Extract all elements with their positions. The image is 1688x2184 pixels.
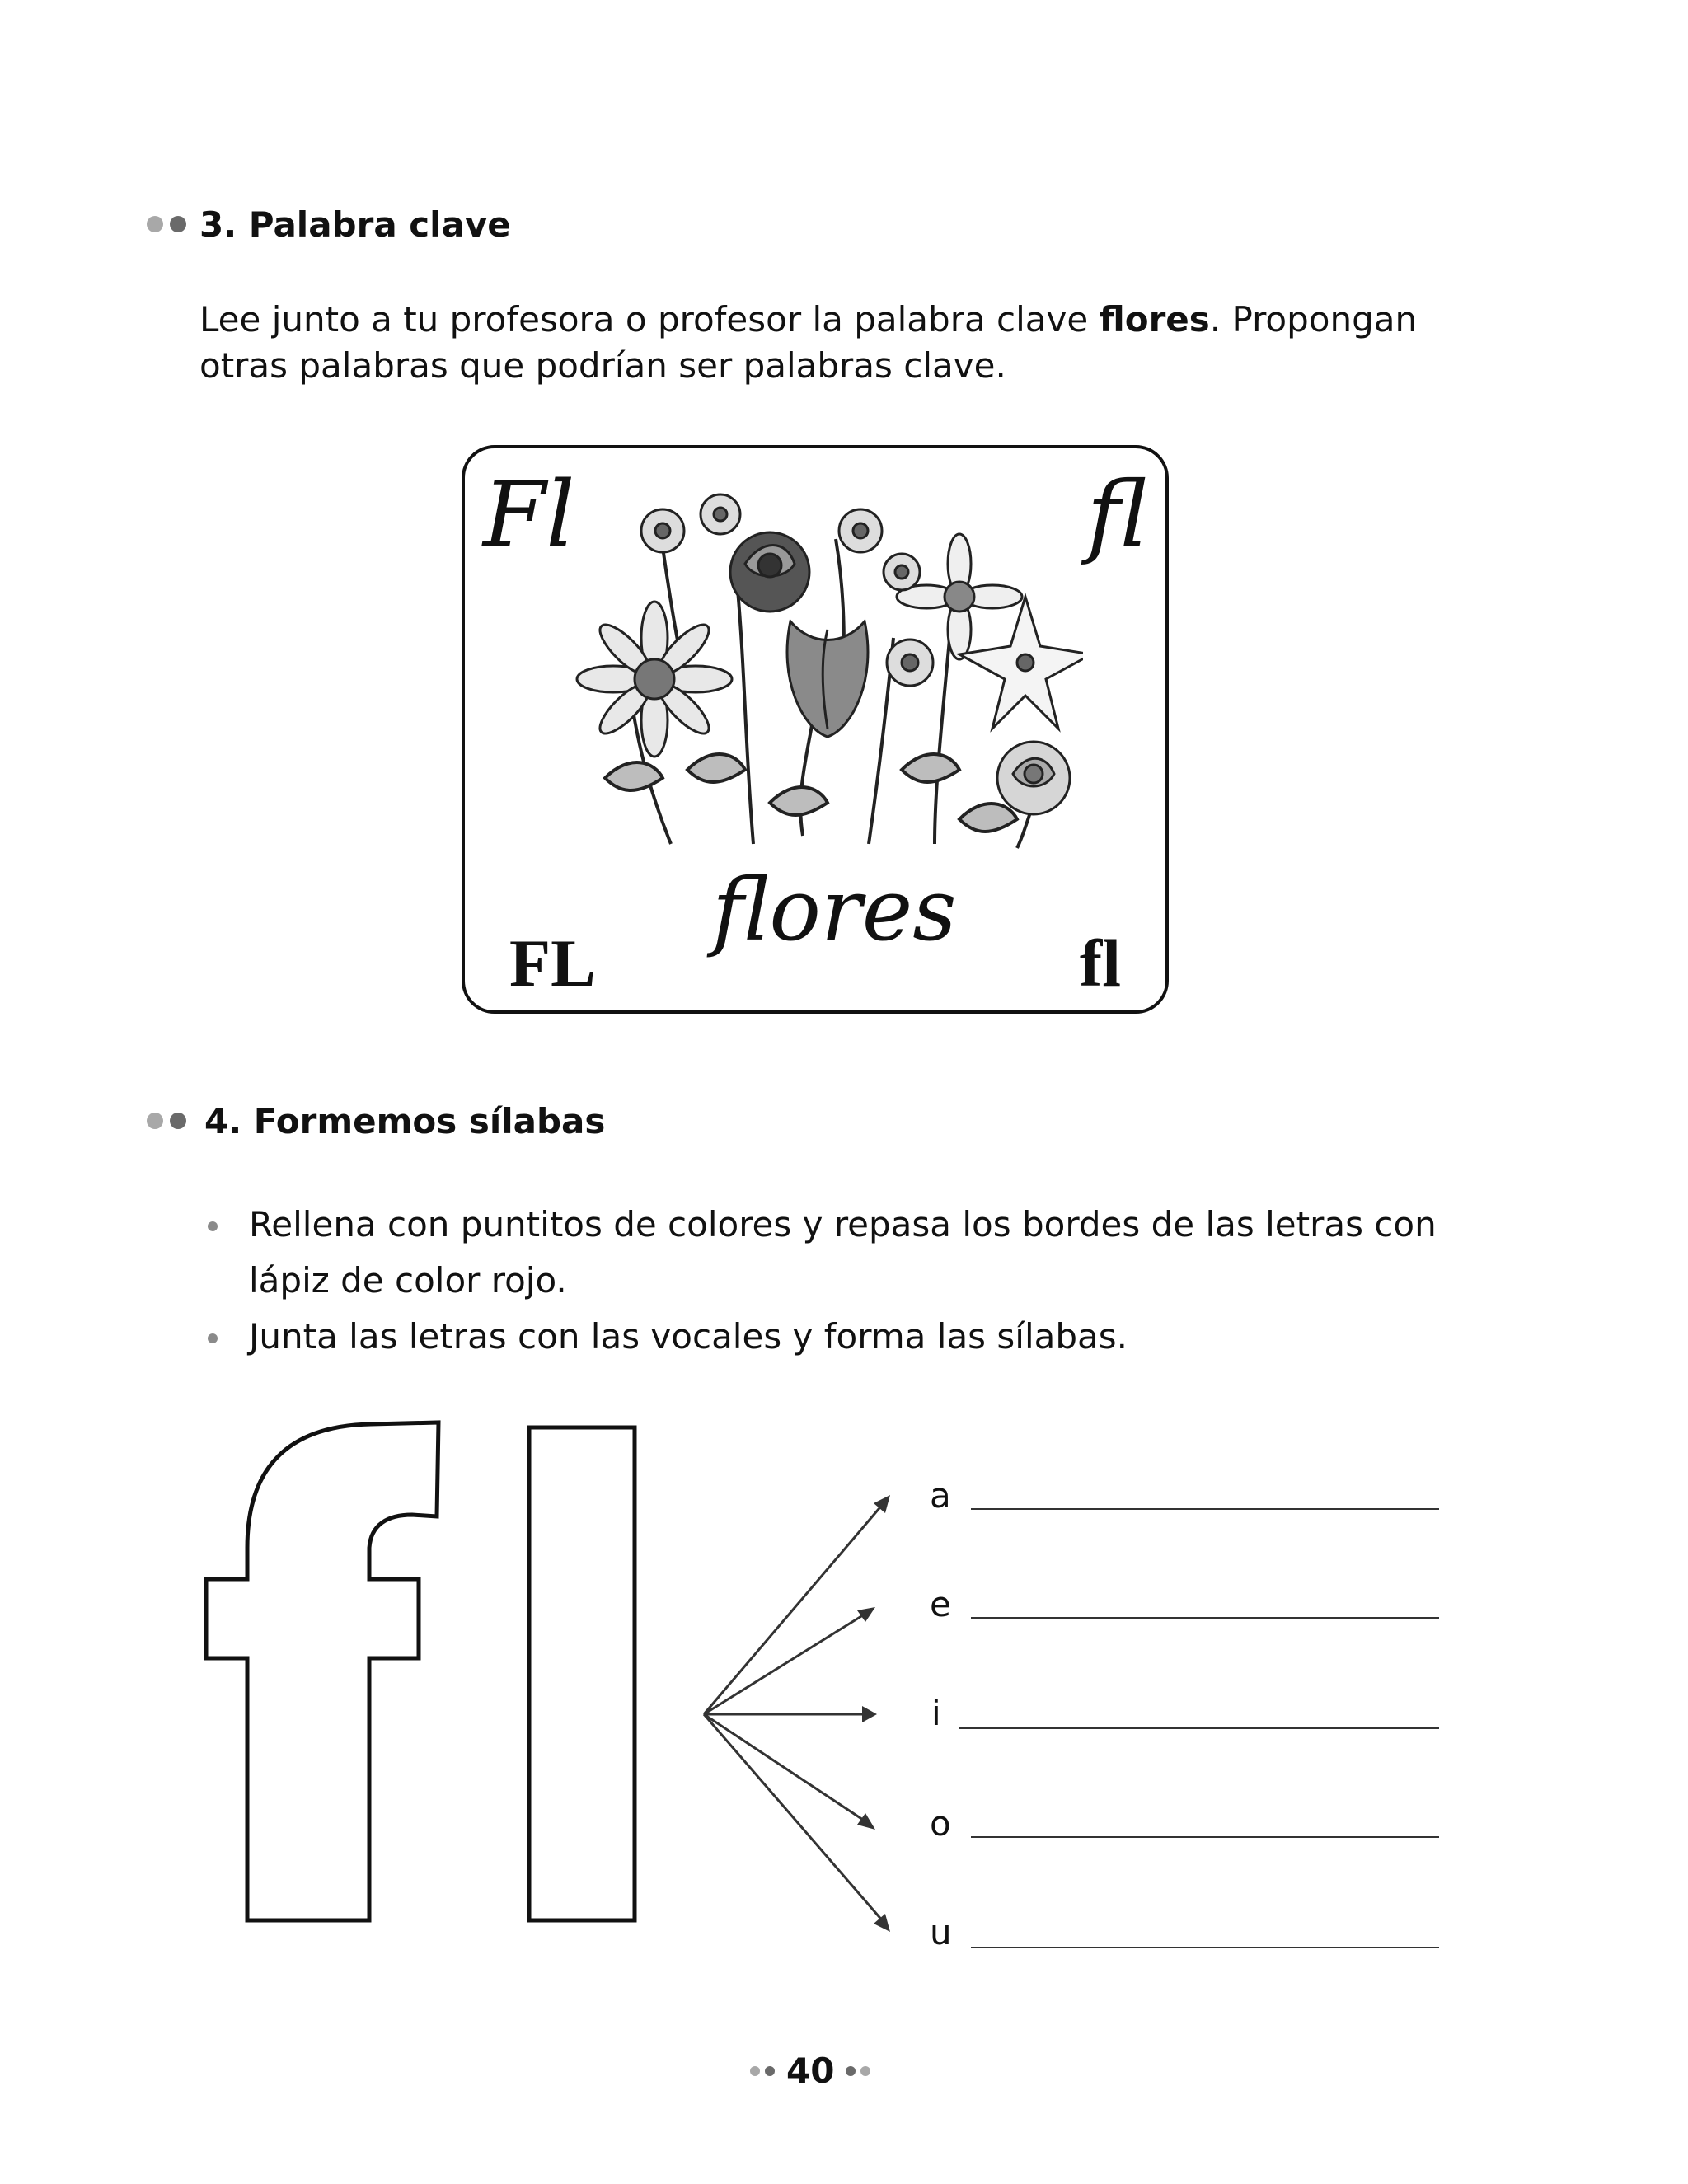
arrowhead <box>857 1607 875 1622</box>
vowel-e: e <box>930 1584 951 1624</box>
cursive-word: flores <box>712 860 957 960</box>
arrowhead <box>862 1706 877 1722</box>
answer-line[interactable] <box>971 1947 1439 1948</box>
answer-line[interactable] <box>959 1727 1439 1729</box>
bullet-dot <box>147 1113 163 1129</box>
arrows-fan <box>692 1483 907 1945</box>
keyword-card <box>462 445 1169 1014</box>
footer-dot <box>765 2066 775 2076</box>
cursive-lower: fl <box>1086 462 1147 567</box>
answer-line[interactable] <box>971 1617 1439 1619</box>
page-number-footer <box>750 2050 870 2092</box>
list-item <box>199 1197 1469 1309</box>
vowel-a: a <box>930 1475 951 1516</box>
page-number: 40 <box>786 2050 835 2091</box>
bullet-dot <box>147 216 163 232</box>
arrowhead <box>857 1813 875 1830</box>
paragraph-text: . Propongan otras palabras que podrían ser palabras clave. <box>199 299 1418 386</box>
keyword: flores <box>1099 299 1210 340</box>
footer-dot <box>860 2066 870 2076</box>
bullet-dot <box>170 1113 186 1129</box>
paragraph-text: Lee junto a tu profesora o profesor la palabra clave <box>199 299 1100 340</box>
footer-dots-right <box>846 2066 870 2076</box>
outlined-letters-fl <box>190 1418 659 1945</box>
list-bullet <box>208 1221 218 1231</box>
section3-paragraph <box>199 297 1452 389</box>
arrowhead <box>874 1914 890 1932</box>
footer-dots-left <box>750 2066 775 2076</box>
instructions-list <box>199 1197 1469 1365</box>
letter-l-outline <box>529 1427 635 1920</box>
footer-dot <box>750 2066 760 2076</box>
section3-bullets <box>147 216 186 232</box>
list-item <box>199 1309 1469 1365</box>
vowel-u: u <box>930 1912 952 1952</box>
section3-title: 3. Palabra clave <box>199 204 511 245</box>
flowers-illustration <box>547 473 1083 852</box>
cursive-upper: Fl <box>483 462 575 567</box>
vowel-i: i <box>931 1693 941 1733</box>
instruction-text: Junta las letras con las vocales y forma las sílabas. <box>249 1316 1128 1357</box>
instruction-text: Rellena con puntitos de colores y repasa los bordes de las letras con lápiz de color rojo. <box>249 1204 1437 1301</box>
answer-line[interactable] <box>971 1508 1439 1510</box>
bullet-dot <box>170 216 186 232</box>
list-bullet <box>208 1333 218 1343</box>
print-upper: FL <box>509 926 596 1001</box>
letter-f-outline <box>206 1422 438 1920</box>
vowel-o: o <box>930 1803 951 1844</box>
section4-title: 4. Formemos sílabas <box>204 1101 606 1141</box>
print-lower: fl <box>1079 926 1121 1001</box>
answer-line[interactable] <box>971 1836 1439 1838</box>
section4-bullets <box>147 1113 186 1129</box>
footer-dot <box>846 2066 856 2076</box>
